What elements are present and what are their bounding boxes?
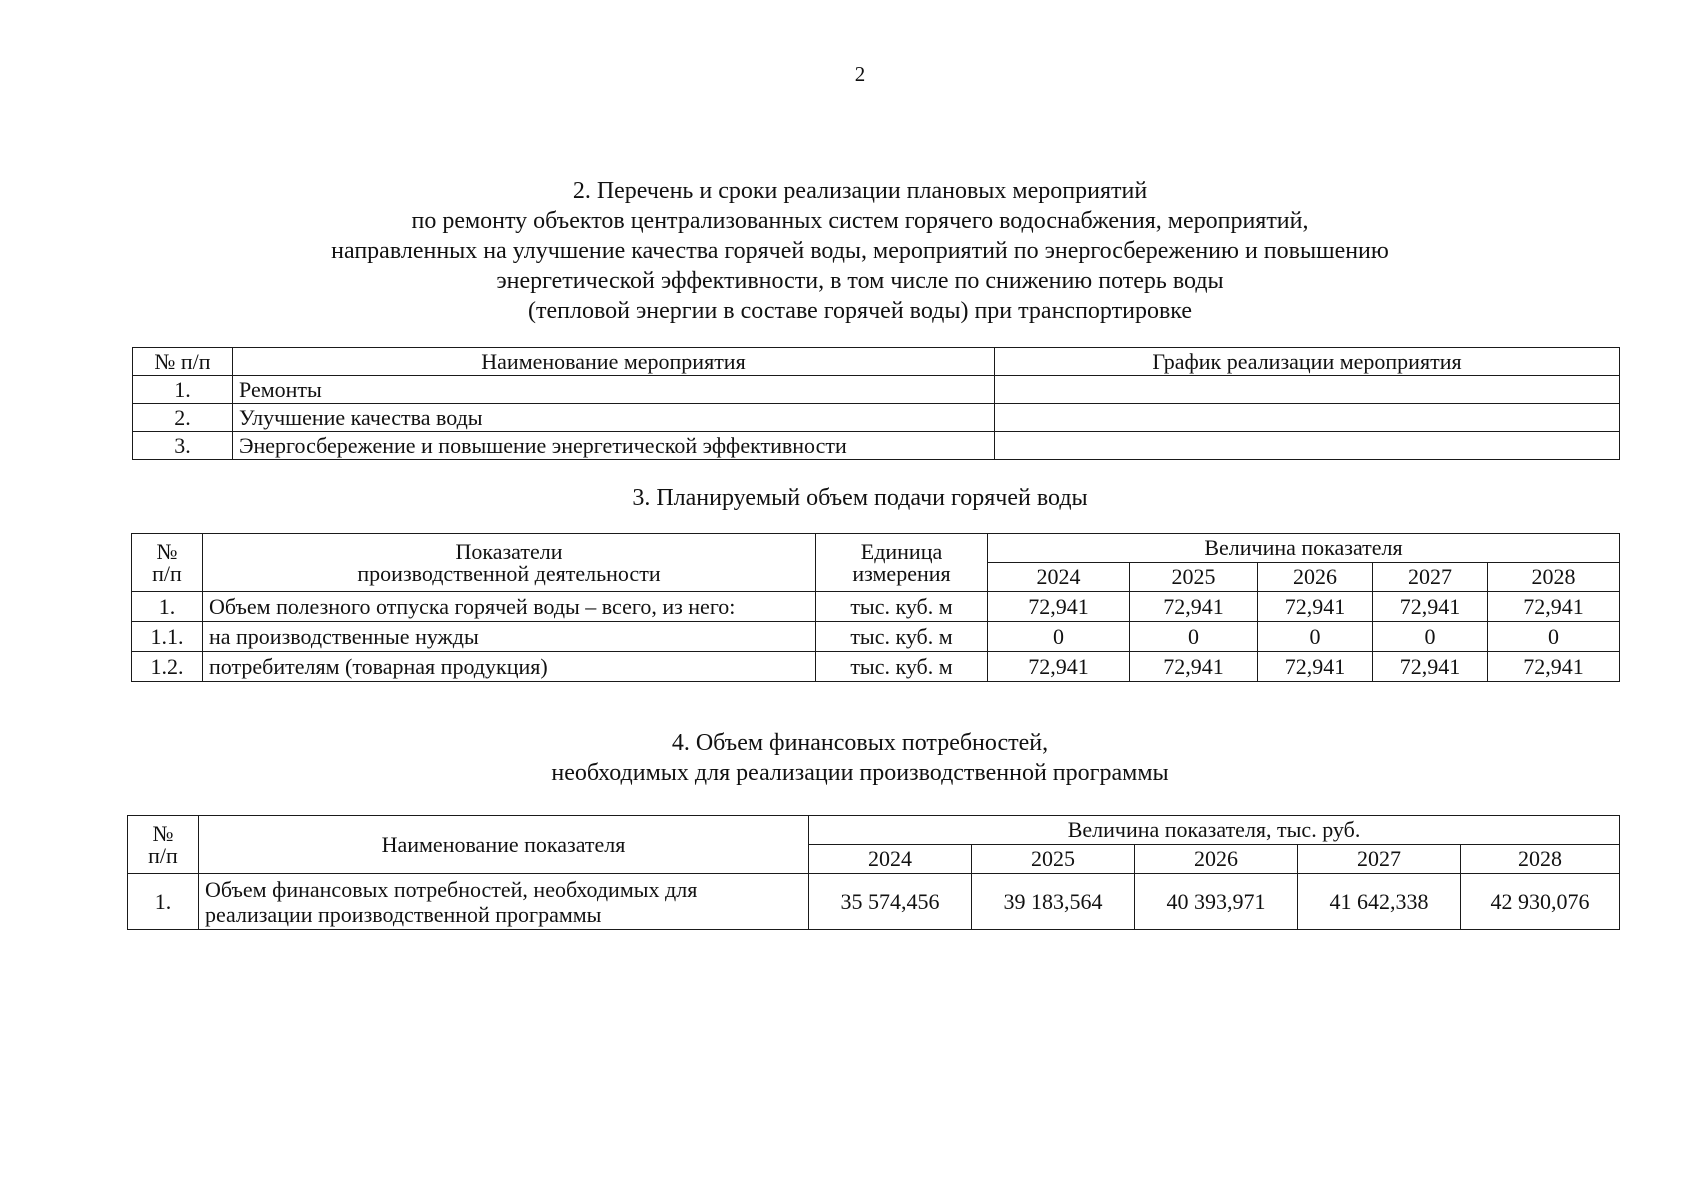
- header-measure-name: Наименование мероприятия: [233, 348, 995, 376]
- table-row: [132, 622, 1620, 652]
- header-num-line: п/п: [152, 560, 182, 586]
- header-num-line: №: [156, 538, 178, 564]
- row-schedule: [995, 376, 1620, 404]
- row-num: 3.: [133, 432, 233, 460]
- row-value: 72,941: [1488, 592, 1620, 622]
- row-indicator-name-line: реализации производственной программы: [205, 901, 602, 927]
- finance-table: [127, 815, 1620, 930]
- row-value: 40 393,971: [1135, 874, 1298, 930]
- table-row: [133, 376, 1620, 404]
- header-year: 2028: [1488, 563, 1620, 592]
- section-2-title-line: направленных на улучшение качества горячей воды, мероприятий по энергосбережению и повышению: [331, 238, 1389, 264]
- row-measure-name: Ремонты: [233, 376, 995, 404]
- header-num: [132, 534, 203, 592]
- row-indicator: потребителям (товарная продукция): [203, 652, 816, 682]
- table-header-row: [128, 816, 1620, 845]
- row-indicator-name: [199, 874, 809, 930]
- row-indicator: на производственные нужды: [203, 622, 816, 652]
- row-value: 0: [1488, 622, 1620, 652]
- row-measure-name: Энергосбережение и повышение энергетической эффективности: [233, 432, 995, 460]
- section-2-title: [0, 176, 1693, 326]
- header-indicator: [203, 534, 816, 592]
- row-value: 0: [988, 622, 1130, 652]
- table-row: [132, 592, 1620, 622]
- row-value: 72,941: [1258, 652, 1373, 682]
- row-unit: тыс. куб. м: [816, 652, 988, 682]
- row-schedule: [995, 432, 1620, 460]
- header-year: 2027: [1373, 563, 1488, 592]
- header-value: Величина показателя: [988, 534, 1620, 563]
- table-header-row: [133, 348, 1620, 376]
- row-value: 72,941: [1373, 592, 1488, 622]
- section-2-title-line: (тепловой энергии в составе горячей воды) при транспортировке: [528, 298, 1192, 324]
- header-year: 2026: [1135, 845, 1298, 874]
- row-value: 72,941: [988, 592, 1130, 622]
- row-num: 1.: [128, 874, 199, 930]
- header-num-line: №: [152, 820, 174, 846]
- row-value: 72,941: [1258, 592, 1373, 622]
- water-volume-table: [131, 533, 1620, 682]
- row-unit: тыс. куб. м: [816, 622, 988, 652]
- header-indicator-name: Наименование показателя: [199, 816, 809, 874]
- header-indicator-line: Показатели: [455, 538, 563, 564]
- table-row: [132, 652, 1620, 682]
- header-year: 2027: [1298, 845, 1461, 874]
- row-num: 1.1.: [132, 622, 203, 652]
- header-unit-line: измерения: [852, 560, 951, 586]
- section-2-title-line: по ремонту объектов централизованных систем горячего водоснабжения, мероприятий,: [411, 208, 1309, 234]
- row-measure-name: Улучшение качества воды: [233, 404, 995, 432]
- header-year: 2024: [809, 845, 972, 874]
- section-4-title-line: необходимых для реализации производственной программы: [551, 760, 1169, 786]
- measures-table: [132, 347, 1620, 460]
- row-unit: тыс. куб. м: [816, 592, 988, 622]
- row-value: 0: [1258, 622, 1373, 652]
- row-value: 72,941: [1130, 592, 1258, 622]
- section-2-title-line: энергетической эффективности, в том числе по снижению потерь воды: [496, 268, 1224, 294]
- row-value: 0: [1130, 622, 1258, 652]
- header-unit: [816, 534, 988, 592]
- header-year: 2026: [1258, 563, 1373, 592]
- row-value: 72,941: [988, 652, 1130, 682]
- header-year: 2028: [1461, 845, 1620, 874]
- row-num: 1.2.: [132, 652, 203, 682]
- header-schedule: График реализации мероприятия: [995, 348, 1620, 376]
- header-year: 2025: [1130, 563, 1258, 592]
- table-row: [133, 432, 1620, 460]
- section-3-title-line: 3. Планируемый объем подачи горячей воды: [632, 485, 1088, 511]
- row-value: 39 183,564: [972, 874, 1135, 930]
- section-2-title-line: 2. Перечень и сроки реализации плановых мероприятий: [572, 178, 1148, 204]
- table-header-row: [132, 534, 1620, 563]
- header-num-line: п/п: [148, 842, 178, 868]
- header-value: Величина показателя, тыс. руб.: [809, 816, 1620, 845]
- header-num: № п/п: [133, 348, 233, 376]
- table-row: [128, 874, 1620, 930]
- header-num: [128, 816, 199, 874]
- header-unit-line: Единица: [860, 538, 943, 564]
- row-value: 0: [1373, 622, 1488, 652]
- row-value: 72,941: [1488, 652, 1620, 682]
- row-schedule: [995, 404, 1620, 432]
- row-indicator-name-line: Объем финансовых потребностей, необходимых для: [205, 876, 698, 902]
- row-num: 2.: [133, 404, 233, 432]
- section-3-title: [0, 483, 1693, 513]
- row-value: 72,941: [1373, 652, 1488, 682]
- row-value: 72,941: [1130, 652, 1258, 682]
- row-indicator: Объем полезного отпуска горячей воды – всего, из него:: [203, 592, 816, 622]
- page-number: 2: [854, 62, 866, 86]
- row-num: 1.: [132, 592, 203, 622]
- section-4-title: [0, 728, 1693, 788]
- row-value: 35 574,456: [809, 874, 972, 930]
- table-row: [133, 404, 1620, 432]
- header-year: 2025: [972, 845, 1135, 874]
- row-value: 42 930,076: [1461, 874, 1620, 930]
- header-indicator-line: производственной деятельности: [357, 560, 661, 586]
- header-year: 2024: [988, 563, 1130, 592]
- section-4-title-line: 4. Объем финансовых потребностей,: [671, 730, 1049, 756]
- row-num: 1.: [133, 376, 233, 404]
- row-value: 41 642,338: [1298, 874, 1461, 930]
